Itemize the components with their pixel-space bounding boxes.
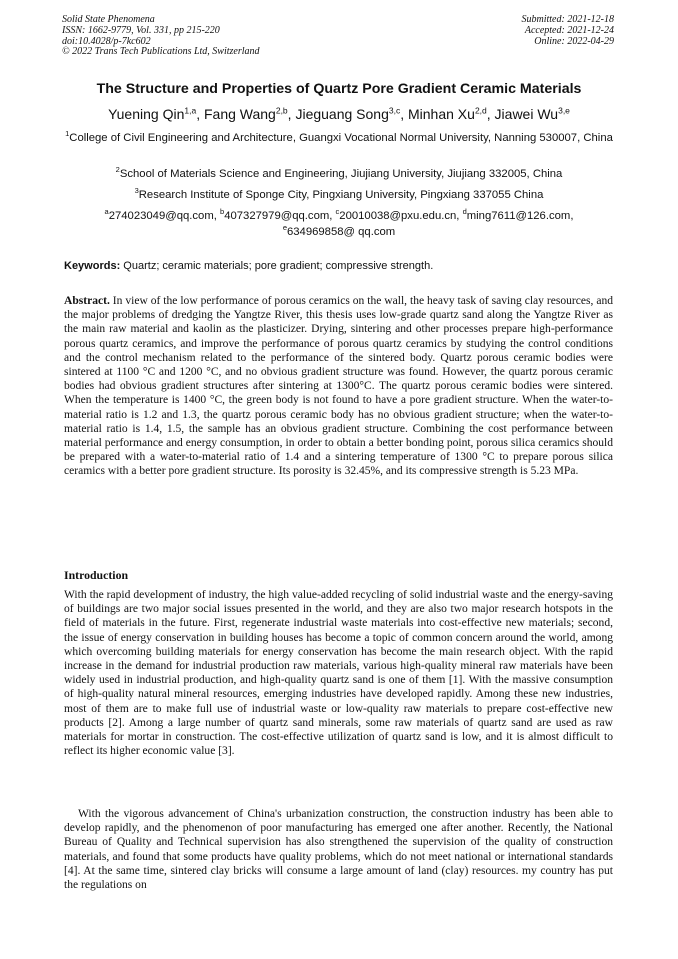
author-sup: 3,c (388, 105, 401, 116)
intro-heading: Introduction (64, 568, 129, 582)
copyright-line: © 2022 Trans Tech Publications Ltd, Switzerland (62, 46, 260, 58)
abstract-section (64, 294, 613, 479)
author-name: Jiawei Wu (494, 106, 559, 122)
email-sup: e (282, 223, 287, 233)
email-sup: c (335, 207, 340, 217)
paper-title: The Structure and Properties of Quartz Pore Gradient Ceramic Materials (96, 81, 582, 97)
submitted-date: Submitted: 2021-12-18 (521, 14, 614, 25)
issn-line: ISSN: 1662-9779, Vol. 331, pp 215-220 (62, 24, 220, 36)
email-sup: b (220, 207, 225, 217)
online-date: Online: 2022-04-29 (534, 35, 614, 47)
affiliation-sup: 2 (115, 165, 120, 175)
affiliation-sup: 1 (65, 129, 70, 139)
email-list (50, 208, 628, 240)
accepted-date: Accepted: 2021-12-24 (524, 24, 614, 36)
affiliation-text: Research Institute of Sponge City, Pingxiang University, Pingxiang 337055 China (138, 189, 544, 201)
author-sup: 2,d (474, 105, 487, 116)
email-link[interactable]: 20010038@pxu.edu.cn, (339, 210, 463, 222)
intro-paragraph-1 (64, 588, 613, 758)
paragraph-text: With the rapid development of industry, the high value-added recycling of solid industrial waste and the energy-saving of buildings are two major social issues presented in the world, and they are also two major research hotspots in the field of materials in the future. First, regenerate industrial waste materials into cost-effective new materials; second, the issue of energy conservation in building houses has become a topic of common concern around the world, among which overcoming building materials for energy conservation has become the main research object. With the rapid increase in the demand for industrial production raw materials, various high-quality mineral raw materials have been widely used in industrial production, and high-quality quartz sand is one of them [1]. With the massive consumption of high-quality natural mineral resources, emerging industries have developed rapidly. Among these new industries, most of them are to make full use of industrial waste or low-quality raw materials to prepare cost-effective new products [2]. Among a large number of quartz sand minerals, some raw materials of quartz sand are used as raw materials for mortar in construction. The cost-effective utilization of quartz sand is low, and it is almost difficult to reflect its higher economic value [3]. (64, 589, 613, 758)
abstract-text: In view of the low performance of porous ceramics on the wall, the heavy task of saving clay resources, and the major problems of dredging the Yangtze River, this thesis uses low-grade quartz sand along the Yangtze River as the main raw material and kaolin as the plasticizer. Drying, sintering and other processes prepare high-performance porous quartz ceramics, and improve the performance of porous quartz ceramics by studying the control conditions and the control mechanism related to the performance of the sintered body. Quartz porous ceramic bodies were sintered at 1100 °C and 1200 °C, and no obvious gradient structure was found. However, the quartz porous ceramic bodies had obvious gradient structures after sintering at 1300°C. The quartz porous ceramic bodies were sintered. When the temperature is 1400 °C, the green body is not found to have a pore gradient structure. When the water-to-material ratio is 1.2 and 1.3, the quartz porous ceramic body has no obvious gradient structure; when the water-to-material ratio is 1.4, 1.5, the sample has an obvious gradient structure. Combining the cost performance between material performance and energy consumption, in order to obtain a better bonding point, porous silica ceramics should be prepared with a water-to-material ratio of 1.4 and a sintering temperature of 1300 °C to prepare porous silica ceramics with a better pore gradient structure. Its porosity is 32.45%, and its compressive strength is 5.23 MPa. (64, 295, 613, 478)
paragraph-text: With the vigorous advancement of China's urbanization construction, the construction industry has been able to develop rapidly, and the phenomenon of poor manufacturing has emerged one after another. Recently, the National Bureau of Quality and Technical supervision has also strengthened the supervision of the quality of construction materials, and found that some products have quality problems, which do not meet national or international standards [4]. At the same time, sintered clay bricks will consume a large amount of land (clay) resources. my country has put the regulations on (64, 808, 613, 892)
intro-paragraph-2 (64, 807, 613, 892)
author-name: Minhan Xu (408, 106, 475, 122)
affiliation-2 (50, 166, 628, 182)
author-sup: 3,e (558, 105, 570, 116)
affiliation-text: College of Civil Engineering and Architecture, Guangxi Vocational Normal University, Nanning 530007, China (69, 132, 613, 144)
keywords-line (64, 259, 616, 274)
journal-info (62, 15, 260, 58)
affiliation-3 (50, 187, 628, 203)
author-sup: 1,a (184, 105, 197, 116)
email-sup: a (104, 207, 109, 217)
abstract-label: Abstract. (64, 295, 110, 307)
affiliation-sup: 3 (134, 186, 139, 196)
author-list: Yuening Qin$^{1,a}$, Fang Wang$^{2,b}$, Jieguang Song$^{3,c}$, Minhan Xu$^{2,d}$, Jiawei Wu$^{3,e}$ (108, 105, 570, 122)
affiliation-text: School of Materials Science and Engineering, Jiujiang University, Jiujiang 332005, China (119, 168, 563, 180)
author-sup: 2,b (275, 105, 288, 116)
doi-line: doi:10.4028/p-7kc602 (62, 35, 151, 47)
email-link[interactable]: 634969858@ qq.com (286, 226, 396, 238)
keywords-text: Quartz; ceramic materials; pore gradient; compressive strength. (120, 260, 434, 272)
author-name: Fang Wang (203, 106, 276, 122)
email-link[interactable]: 274023049@qq.com, (108, 210, 221, 222)
email-link[interactable]: ming7611@126.com, (466, 210, 574, 222)
affiliation-1 (50, 130, 628, 146)
email-link[interactable]: 407327979@qq.com, (224, 210, 336, 222)
author-name: Jieguang Song (295, 106, 389, 122)
journal-name: Solid State Phenomena (62, 14, 155, 25)
email-sup: d (462, 207, 467, 217)
author-name: Yuening Qin (108, 106, 185, 122)
keywords-label: Keywords: (64, 260, 121, 272)
submission-dates (522, 15, 615, 47)
